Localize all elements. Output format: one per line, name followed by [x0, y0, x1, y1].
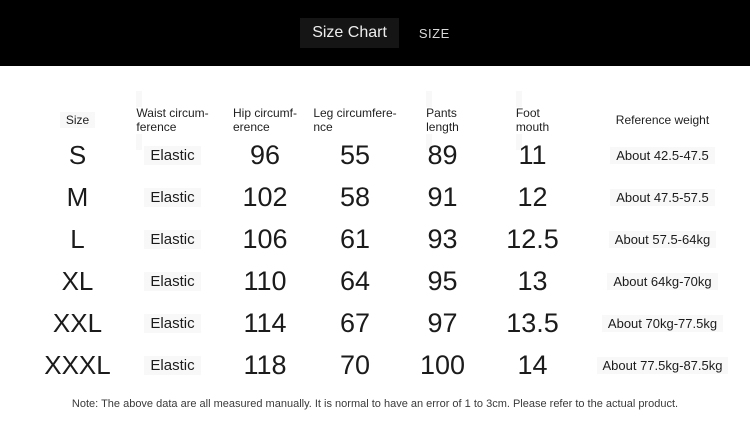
column-header-leg [313, 106, 396, 135]
size-cell: L [70, 223, 85, 254]
leg-cell: 58 [339, 181, 371, 212]
foot-cell: 12 [517, 181, 548, 212]
column-header-hip [233, 106, 297, 135]
pants-cell: 89 [427, 139, 458, 170]
column-header-leg-text: Leg circumfere- nce [313, 106, 397, 135]
size-chart-header [0, 0, 750, 66]
table-row [30, 218, 750, 260]
column-header-weight-text: Reference weight [615, 113, 710, 128]
size-cell: M [66, 181, 89, 212]
foot-cell: 13 [517, 265, 548, 296]
waist-cell: Elastic [144, 357, 200, 374]
leg-cell: 67 [339, 307, 371, 338]
column-header-foot-text: Foot mouth [516, 91, 549, 150]
column-header-waist [136, 92, 208, 149]
foot-cell: 14 [517, 349, 548, 380]
tab-size-chart[interactable]: Size Chart [300, 18, 399, 48]
weight-cell: About 57.5-64kg [609, 232, 716, 247]
hip-cell: 110 [243, 265, 287, 296]
size-cell: XL [61, 265, 94, 296]
column-header-size [60, 113, 95, 127]
table-row [30, 260, 750, 302]
pants-cell: 93 [427, 223, 458, 254]
waist-cell: Elastic [144, 273, 200, 290]
leg-cell: 70 [339, 349, 371, 380]
table-header-row [30, 92, 750, 134]
column-header-hip-text: Hip circumf- erence [232, 106, 297, 135]
pants-cell: 91 [427, 181, 458, 212]
weight-cell: About 42.5-47.5 [610, 148, 715, 163]
leg-cell: 61 [339, 223, 371, 254]
table-row [30, 176, 750, 218]
column-header-pants-text: Pants length [426, 91, 459, 150]
pants-cell: 100 [419, 349, 466, 380]
column-header-weight [616, 113, 709, 127]
size-cell: S [68, 139, 87, 170]
pants-cell: 95 [427, 265, 458, 296]
hip-cell: 96 [249, 139, 281, 170]
leg-cell: 64 [339, 265, 371, 296]
waist-cell: Elastic [144, 315, 200, 332]
tab-size[interactable]: SIZE [418, 25, 450, 41]
column-header-waist-text: Waist circum- ference [136, 91, 208, 150]
hip-cell: 102 [242, 181, 288, 212]
table-row [30, 302, 750, 344]
hip-cell: 118 [243, 349, 287, 380]
foot-cell: 13.5 [506, 307, 559, 338]
size-cell: XXXL [44, 349, 111, 380]
size-chart-table [0, 66, 750, 386]
weight-cell: About 47.5-57.5 [610, 190, 715, 205]
foot-cell: 12.5 [506, 223, 559, 254]
hip-cell: 106 [242, 223, 288, 254]
column-header-size-text: Size [60, 112, 95, 128]
hip-cell: 114 [243, 307, 287, 338]
table-row [30, 344, 750, 386]
weight-cell: About 64kg-70kg [607, 274, 717, 289]
waist-cell: Elastic [144, 189, 200, 206]
waist-cell: Elastic [144, 147, 200, 164]
foot-cell: 11 [518, 139, 547, 170]
waist-cell: Elastic [144, 231, 200, 248]
pants-cell: 97 [427, 307, 458, 338]
weight-cell: About 70kg-77.5kg [602, 316, 723, 331]
leg-cell: 55 [339, 139, 371, 170]
size-cell: XXL [52, 307, 103, 338]
weight-cell: About 77.5kg-87.5kg [597, 358, 729, 373]
note-text: Note: The above data are all measured manually. It is normal to have an error of 1 to 3cm. Please refer to the actual product. [71, 398, 679, 410]
